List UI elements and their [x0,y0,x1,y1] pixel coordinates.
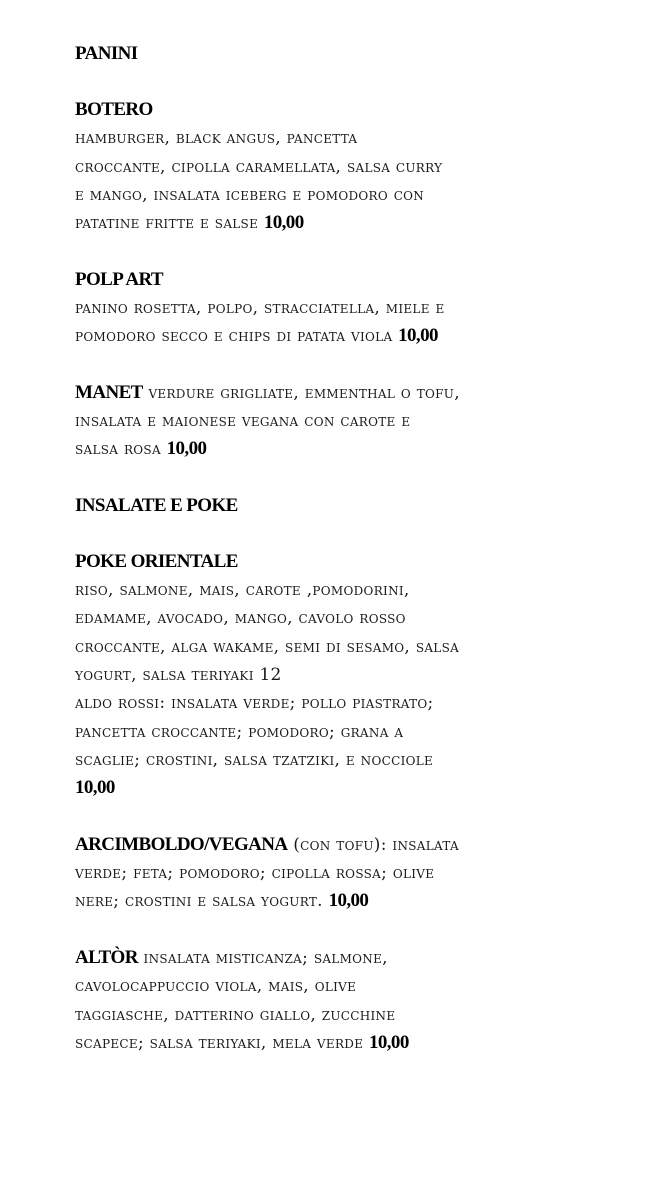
item-description-line: panino rosetta, polpo, stracciatella, miele e [75,297,445,318]
item-name: ARCIMBOLDO/VEGANA [75,833,288,855]
menu-page [75,40,555,1057]
item-description-text: salsa rosa [75,439,167,460]
item-description-line: riso, salmone, mais, carote ,pomodorini, [75,580,410,601]
item-description-line: hamburger, black angus, pancetta [75,128,358,149]
item-description-text: verdure grigliate, emmenthal o tofu, [142,382,460,403]
spacer [75,237,555,265]
menu-item-polp-art [75,266,555,351]
item-description-text: scapece; salsa teriyaki, mela verde [75,1032,369,1053]
item-name: POLP ART [75,268,163,290]
item-price: 10,00 [328,890,369,912]
menu-item-manet [75,379,555,464]
item-price: 10,00 [263,212,304,234]
item-description-line: taggiasche, datterino giallo, zucchine [75,1004,396,1025]
item-description-line [75,379,555,407]
menu-item-poke-orientale [75,548,555,689]
item-description-line [75,831,555,859]
spacer [75,464,555,492]
spacer [75,803,555,831]
item-price: 10,00 [75,777,115,799]
item-description-line [75,774,555,802]
item-description-line [75,887,555,915]
item-description-line: croccante, cipolla caramellata, salsa curry [75,156,443,177]
item-description-text: (con tofu): insalata [287,834,459,855]
item-description-text: patatine fritte e salse [75,213,264,234]
menu-item-botero [75,96,555,237]
section-title-insalate: INSALATE E POKE [75,494,238,516]
item-description-line: aldo rossi: insalata verde; pollo piastrato; [75,693,434,714]
item-description-line [75,435,555,463]
item-description-line: cavolocappuccio viola, mais, olive [75,976,357,997]
item-description-line: croccante, alga wakame, semi di sesamo, salsa [75,636,460,657]
item-name: BOTERO [75,99,153,121]
spacer [75,520,555,548]
item-description-line [75,1029,555,1057]
item-description-line: insalata e maionese vegana con carote e [75,410,411,431]
item-price: 10,00 [398,325,438,347]
spacer [75,350,555,378]
item-description-line: edamame, avocado, mango, cavolo rosso [75,608,406,629]
section-title-panini: PANINI [75,43,138,64]
item-name: ALTÒR [75,947,138,969]
item-description-text: nere; crostini e salsa yogurt. [75,891,329,912]
item-description-line: scaglie; crostini, salsa tzatziki, e nocciole [75,749,434,770]
item-description-line [75,209,555,237]
item-description-line: verde; feta; pomodoro; cipolla rossa; olive [75,863,435,884]
spacer [75,916,555,944]
item-description-line [75,944,555,972]
item-price: 10,00 [368,1031,409,1053]
menu-item-arcimboldo [75,831,555,916]
item-description-line: e mango, insalata iceberg e pomodoro con [75,184,425,205]
item-name: MANET [75,381,143,403]
item-price: 10,00 [166,438,207,460]
menu-item-aldo-rossi [75,689,555,802]
menu-item-altor [75,944,555,1057]
item-description-line: yogurt, salsa teriyaki 12 [75,665,282,686]
spacer [75,68,555,96]
item-description-text: pomodoro secco e chips di patata viola [75,326,399,347]
item-name: POKE ORIENTALE [75,551,238,573]
item-description-line [75,322,555,350]
item-description-text: insalata misticanza; salmone, [137,948,388,969]
item-description-line: pancetta croccante; pomodoro; grana a [75,721,404,742]
